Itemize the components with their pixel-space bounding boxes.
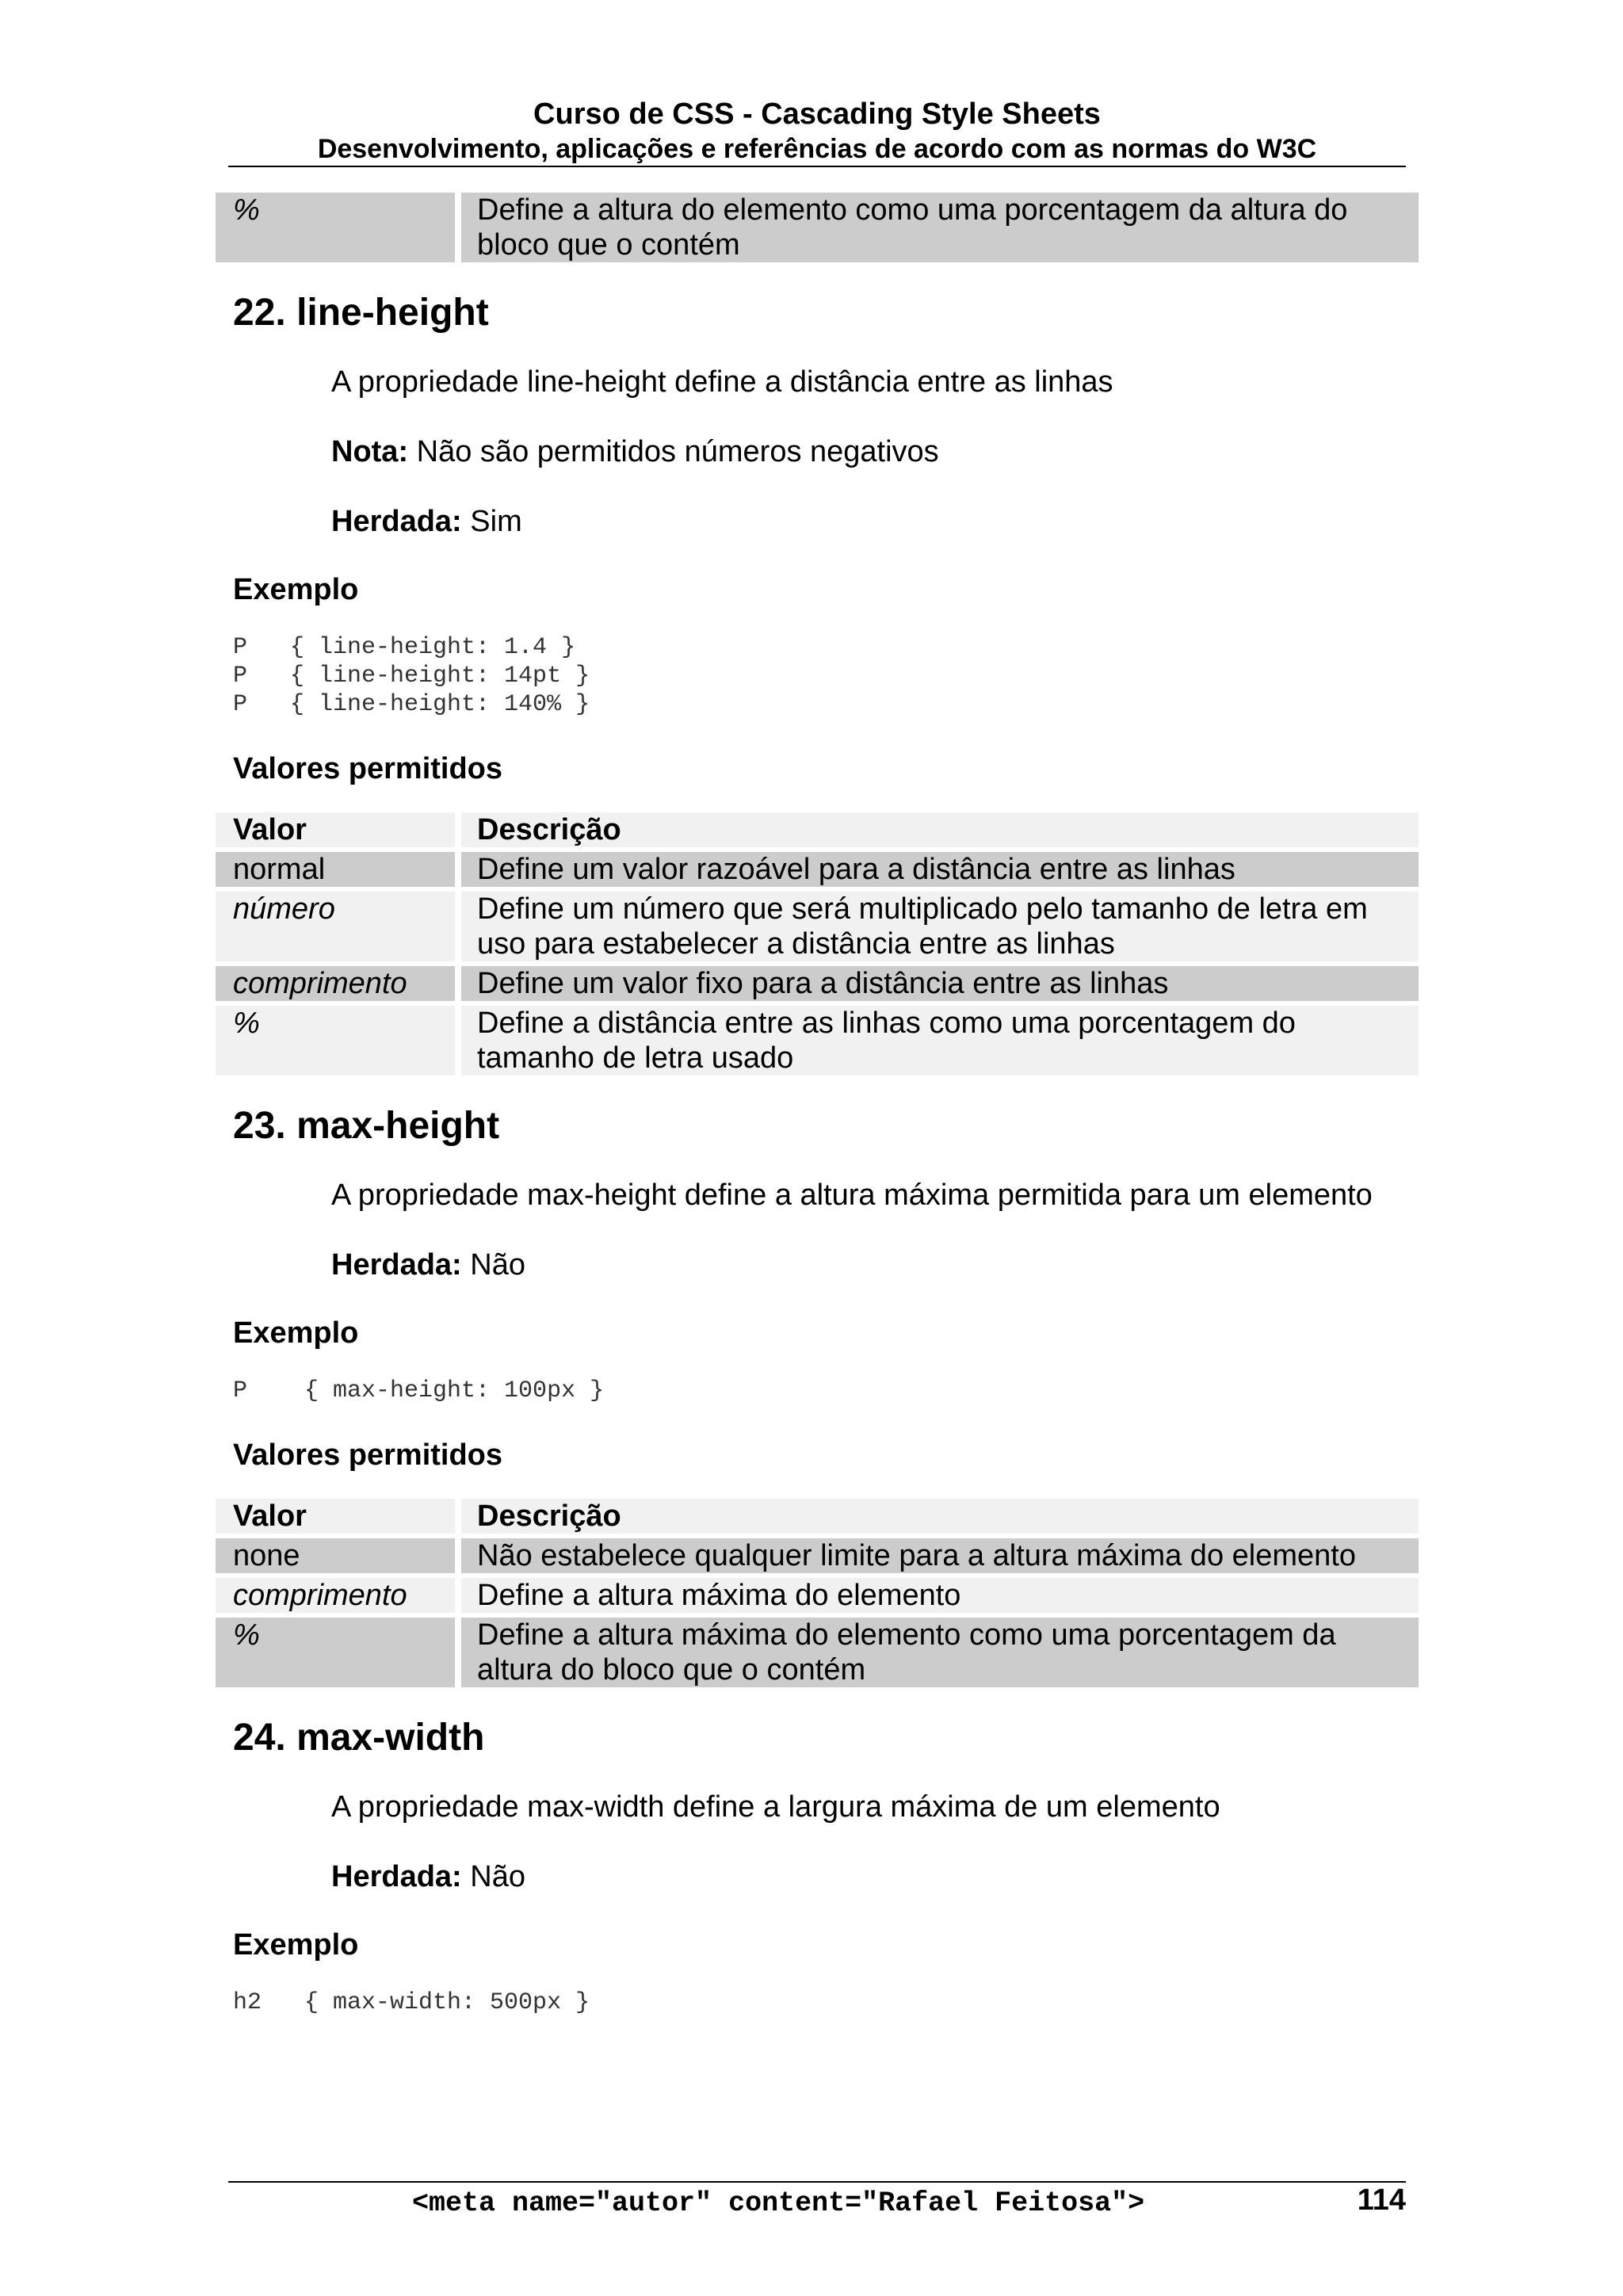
example-heading: Exemplo bbox=[233, 1316, 359, 1350]
description-cell: Define a altura máxima do elemento como uma porcentagem da altura do bloco que o contém bbox=[461, 1618, 1419, 1687]
note-text: Não são permitidos números negativos bbox=[408, 435, 939, 468]
table-row bbox=[216, 892, 1419, 961]
value-cell: none bbox=[216, 1538, 461, 1573]
example-heading: Exemplo bbox=[233, 573, 359, 606]
header-divider bbox=[228, 166, 1406, 167]
table-row bbox=[216, 966, 1419, 1001]
inherited-line bbox=[216, 1857, 1419, 1897]
section-description: A propriedade max-height define a altura máxima permitida para um elemento bbox=[331, 1179, 1373, 1212]
column-header-value: Valor bbox=[216, 812, 461, 847]
inherited-value: Sim bbox=[461, 505, 522, 538]
document-subtitle: Desenvolvimento, aplicações e referências de acordo com as normas do W3C bbox=[317, 134, 1317, 164]
allowed-values-heading: Valores permitidos bbox=[233, 752, 503, 785]
page-header bbox=[228, 95, 1406, 165]
column-header-description: Descrição bbox=[461, 1499, 1419, 1534]
value-cell: número bbox=[216, 892, 461, 961]
description-cell: Define um número que será multiplicado pelo tamanho de letra em uso para estabelecer a distância entre as linhas bbox=[461, 892, 1419, 961]
values-table-continued bbox=[216, 188, 1419, 267]
column-header-value: Valor bbox=[216, 1499, 461, 1534]
section-title-max-width: 24. max-width bbox=[233, 1717, 485, 1759]
section-title-line-height: 22. line-height bbox=[233, 292, 489, 334]
table-row bbox=[216, 1006, 1419, 1075]
allowed-values-heading: Valores permitidos bbox=[233, 1438, 503, 1472]
table-row bbox=[216, 852, 1419, 887]
description-cell: Define a altura do elemento como uma porcentagem da altura do bloco que o contém bbox=[461, 193, 1419, 262]
table-header-row bbox=[216, 812, 1419, 847]
inherited-label: Herdada: bbox=[331, 1248, 462, 1282]
code-example: P { line-height: 1.4 } P { line-height: 14pt } P { line-height: 140% } bbox=[233, 634, 590, 718]
description-cell: Define um valor razoável para a distância entre as linhas bbox=[461, 852, 1419, 887]
inherited-value: Não bbox=[461, 1248, 525, 1282]
value-cell: % bbox=[216, 1618, 461, 1687]
description-cell: Define um valor fixo para a distância entre as linhas bbox=[461, 966, 1419, 1001]
values-table-max-height bbox=[216, 1494, 1419, 1692]
value-cell: % bbox=[216, 1006, 461, 1075]
inherited-label: Herdada: bbox=[331, 505, 462, 538]
description-cell: Não estabelece qualquer limite para a altura máxima do elemento bbox=[461, 1538, 1419, 1573]
table-row bbox=[216, 1618, 1419, 1687]
description-cell: Define a altura máxima do elemento bbox=[461, 1578, 1419, 1613]
section-title-max-height: 23. max-height bbox=[233, 1105, 500, 1147]
footer-divider bbox=[228, 2181, 1406, 2183]
value-cell: comprimento bbox=[216, 1578, 461, 1613]
column-header-description: Descrição bbox=[461, 812, 1419, 847]
value-cell: normal bbox=[216, 852, 461, 887]
example-heading: Exemplo bbox=[233, 1928, 359, 1962]
table-header-row bbox=[216, 1499, 1419, 1534]
inherited-line bbox=[216, 502, 1419, 541]
page-content bbox=[216, 193, 1419, 2017]
table-row bbox=[216, 193, 1419, 262]
note-label: Nota: bbox=[331, 435, 409, 468]
table-row bbox=[216, 1538, 1419, 1573]
section-description: A propriedade max-width define a largura máxima de um elemento bbox=[331, 1790, 1220, 1824]
table-row bbox=[216, 1578, 1419, 1613]
page-number: 114 bbox=[1357, 2183, 1406, 2217]
code-example: P { max-height: 100px } bbox=[233, 1377, 605, 1404]
code-example: h2 { max-width: 500px } bbox=[233, 1989, 590, 2016]
inherited-value: Não bbox=[461, 1860, 525, 1893]
section-description: A propriedade line-height define a distância entre as linhas bbox=[331, 365, 1113, 399]
values-table-line-height bbox=[216, 808, 1419, 1080]
description-cell: Define a distância entre as linhas como uma porcentagem do tamanho de letra usado bbox=[461, 1006, 1419, 1075]
note-line bbox=[216, 432, 1419, 472]
value-cell: % bbox=[216, 193, 461, 262]
document-title: Curso de CSS - Cascading Style Sheets bbox=[533, 97, 1101, 131]
inherited-label: Herdada: bbox=[331, 1860, 462, 1893]
value-cell: comprimento bbox=[216, 966, 461, 1001]
footer-meta-text: <meta name="autor" content="Rafael Feitosa"> bbox=[412, 2187, 1145, 2219]
inherited-line bbox=[216, 1245, 1419, 1285]
